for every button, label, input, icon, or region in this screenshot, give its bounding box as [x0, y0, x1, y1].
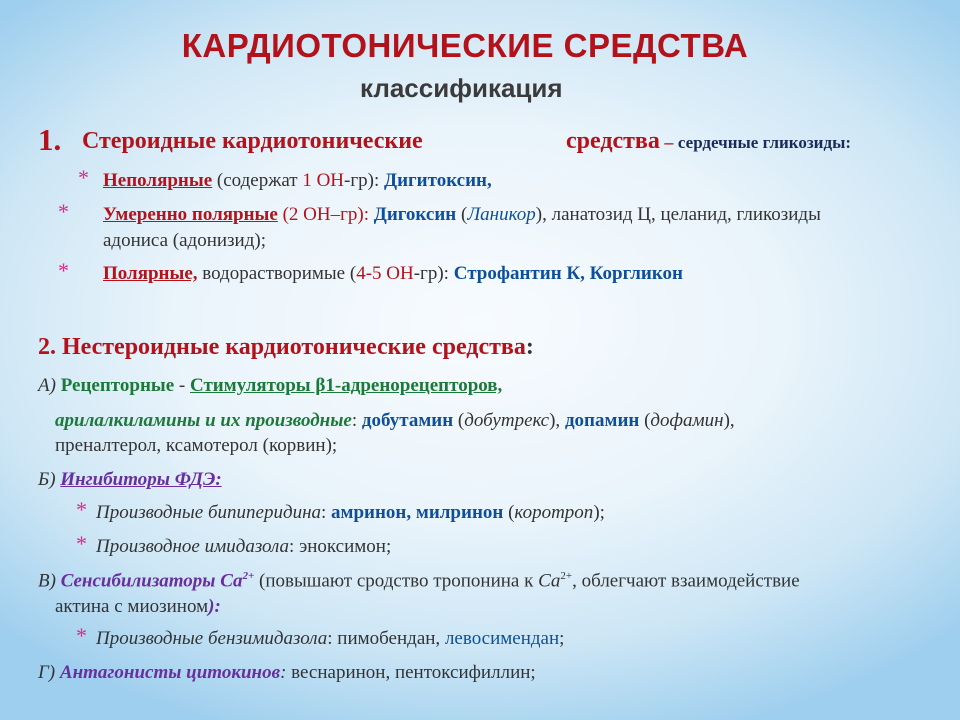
bullet-icon: * [78, 165, 89, 190]
list-item: Производные бензимидазола: пимобендан, левосимендан; [96, 628, 565, 649]
list-item-v: В) Сенсибилизаторы $Са^{2+}$ (повышают сродство тропонина к $Са^{2+}$, облегчают взаимодействие [38, 570, 800, 592]
list-item: арилалкиламины и их производные: добутамин (добутрекс), допамин (дофамин), [55, 410, 735, 431]
list-item-a: А) Рецепторные - Стимуляторы β1-адренорецепторов, [38, 375, 503, 396]
bullet-icon: * [76, 531, 87, 556]
bullet-icon: * [58, 199, 69, 224]
page-title: КАРДИОТОНИЧЕСКИЕ СРЕДСТВА [181, 27, 749, 64]
list-item: Умеренно полярные (2 ОН–гр): Дигоксин (Ланикор), ланатозид Ц, целанид, гликозиды [103, 204, 821, 225]
list-item: Полярные, водорастворимые (4-5 ОН-гр): Строфантин К, Коргликон [103, 263, 683, 284]
section1-title-a: Стероидные кардиотонические [82, 128, 423, 154]
list-item: Производные бипиперидина: амринон, милринон (коротроп); [96, 502, 605, 523]
list-item-b: Б) Ингибиторы ФДЭ: [38, 469, 222, 490]
list-item-continuation: актина с миозином): [55, 596, 221, 617]
bullet-icon: * [76, 497, 87, 522]
section1-heading [38, 122, 61, 158]
page-subtitle: классификация [360, 73, 563, 103]
section1-number: 1. [38, 122, 62, 157]
list-item-continuation: преналтерол, ксамотерол (корвин); [55, 435, 338, 456]
section2-heading: 2. Нестероидные кардиотонические средства: [38, 334, 534, 360]
list-item: Производное имидазола: эноксимон; [96, 536, 392, 557]
section1-title-b: средства – сердечные гликозиды: [566, 128, 852, 154]
list-item: Неполярные (содержат 1 ОН-гр): Дигитоксин, [103, 170, 492, 191]
list-item-continuation: адониса (адонизид); [103, 230, 266, 251]
list-item-g: Г) Антагонисты цитокинов: веснаринон, пентоксифиллин; [38, 662, 536, 683]
bullet-icon: * [76, 623, 87, 648]
bullet-icon: * [58, 258, 69, 283]
